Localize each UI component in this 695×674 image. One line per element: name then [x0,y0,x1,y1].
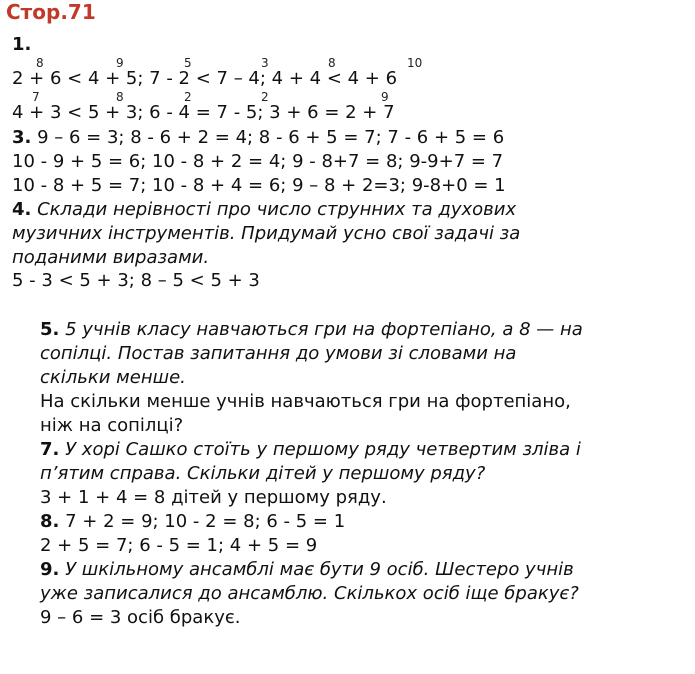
hint-number: 3 [261,56,269,70]
exercise-7-text-1: 7. У хорі Сашко стоїть у першому ряду четвертим зліва і [40,439,581,460]
exercise-4-answer: 5 - 3 < 5 + 3; 8 – 5 < 5 + 3 [12,270,260,291]
exercise-5-text-1: 5. 5 учнів класу навчаються гри на фортепіано, а 8 — на [40,319,583,340]
hint-number: 8 [116,90,124,104]
hint-number: 7 [32,90,40,104]
exercise-8-line-2: 2 + 5 = 7; 6 - 5 = 1; 4 + 5 = 9 [40,535,318,556]
hint-number: 8 [36,56,44,70]
exercise-7-text-2: п’ятим справа. Скільки дітей у першому ряду? [40,463,486,484]
exercise-5-answer-2: ніж на сопілці? [40,415,184,436]
exercise-9-text-2: уже записалися до ансамблю. Скількох осіб іще бракує? [40,583,579,604]
exercise-5-answer-1: На скільки менше учнів навчаються гри на фортепіано, [40,391,571,412]
exercise-5-text-2: сопілці. Постав запитання до умови зі словами на [40,343,517,364]
hint-number: 9 [116,56,124,70]
hint-number: 2 [184,90,192,104]
exercise-1-line-2: 4 + 3 < 5 + 3; 6 - 4 = 7 - 5; 3 + 6 = 2 + 7 [12,102,395,123]
hint-number: 10 [407,56,423,70]
exercise-7-answer: 3 + 1 + 4 = 8 дітей у першому ряду. [40,487,387,508]
exercise-3-line-1: 3. 9 – 6 = 3; 8 - 6 + 2 = 4; 8 - 6 + 5 = 7; 7 - 6 + 5 = 6 [12,127,505,148]
exercise-1-line-1: 2 + 6 < 4 + 5; 7 - 2 < 7 – 4; 4 + 4 < 4 + 6 [12,68,398,89]
exercise-4-text-1: 4. Склади нерівності про число струнних та духових [12,199,517,220]
exercise-4-text-3: поданими виразами. [12,247,210,268]
exercise-3-line-2: 10 - 9 + 5 = 6; 10 - 8 + 2 = 4; 9 - 8+7 = 8; 9-9+7 = 7 [12,151,504,172]
hint-number: 2 [261,90,269,104]
hint-number: 5 [184,56,192,70]
exercise-9-answer: 9 – 6 = 3 осіб бракує. [40,607,241,628]
exercise-9-text-1: 9. У шкільному ансамблі має бути 9 осіб. Шестеро учнів [40,559,574,580]
page-title: Стор.71 [6,0,96,24]
exercise-4-text-2: музичних інструментів. Придумай усно свої задачі за [12,223,521,244]
hint-number: 9 [381,90,389,104]
exercise-3-line-3: 10 - 8 + 5 = 7; 10 - 8 + 4 = 6; 9 – 8 + 2=3; 9-8+0 = 1 [12,175,506,196]
exercise-5-text-3: скільки менше. [40,367,186,388]
hint-number: 8 [328,56,336,70]
exercise-1-number: 1. [12,34,32,55]
exercise-8-line-1: 8. 7 + 2 = 9; 10 - 2 = 8; 6 - 5 = 1 [40,511,346,532]
